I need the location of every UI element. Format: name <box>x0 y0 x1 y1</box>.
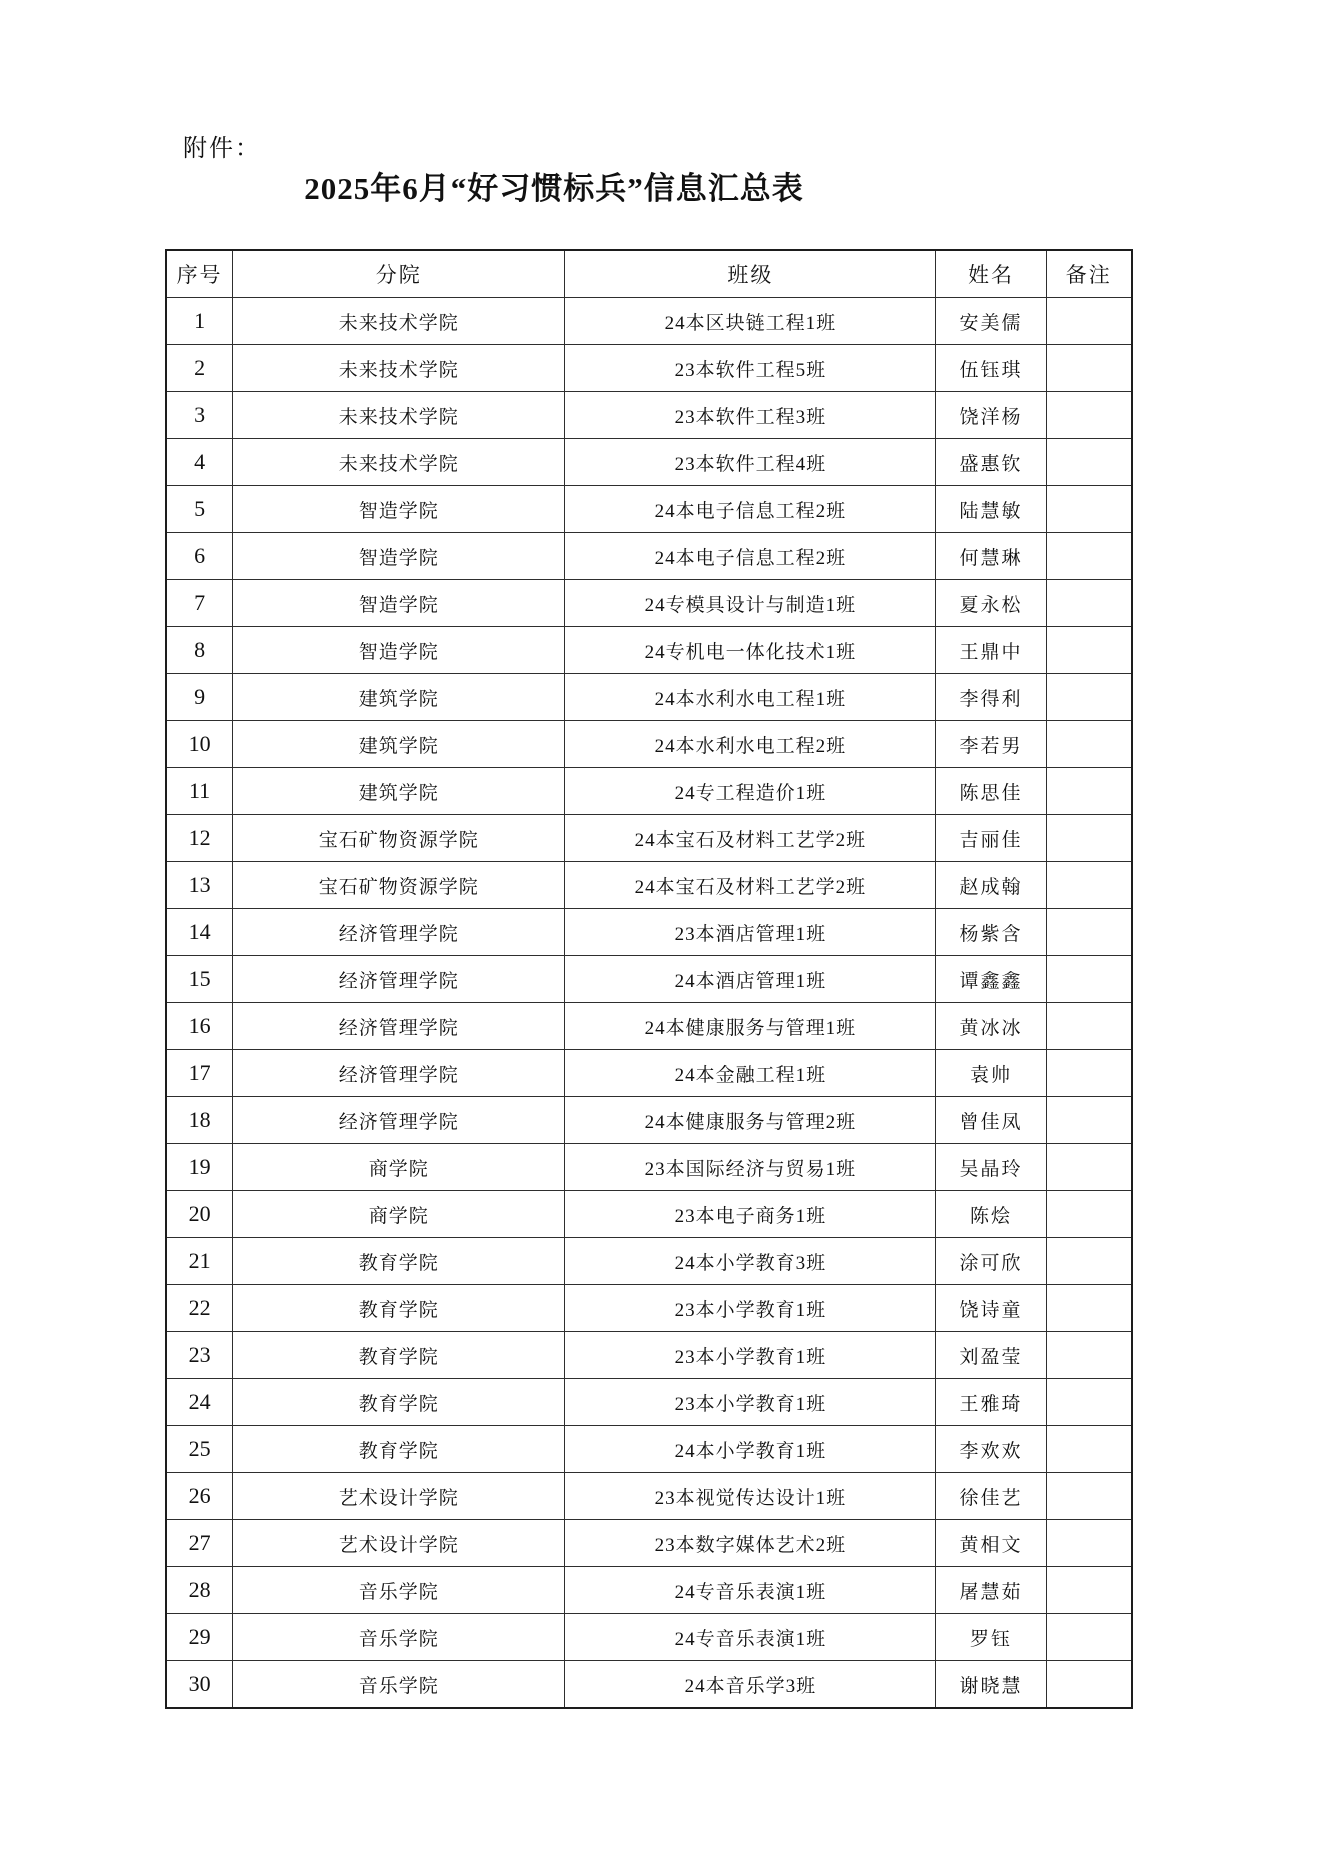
cell-remark <box>1046 862 1132 909</box>
cell-class: 24本水利水电工程2班 <box>565 721 936 768</box>
cell-remark <box>1046 298 1132 345</box>
cell-serial-number: 6 <box>166 533 233 580</box>
cell-remark <box>1046 1426 1132 1473</box>
cell-class: 24本健康服务与管理1班 <box>565 1003 936 1050</box>
cell-remark <box>1046 1332 1132 1379</box>
cell-class: 23本酒店管理1班 <box>565 909 936 956</box>
cell-serial-number: 15 <box>166 956 233 1003</box>
table-row <box>166 1050 1132 1097</box>
table-row <box>166 580 1132 627</box>
cell-class: 24专音乐表演1班 <box>565 1567 936 1614</box>
cell-remark <box>1046 1097 1132 1144</box>
table-row <box>166 1144 1132 1191</box>
cell-class: 23本视觉传达设计1班 <box>565 1473 936 1520</box>
cell-college: 经济管理学院 <box>233 909 565 956</box>
cell-name: 李若男 <box>936 721 1046 768</box>
cell-class: 24专音乐表演1班 <box>565 1614 936 1661</box>
cell-class: 24专模具设计与制造1班 <box>565 580 936 627</box>
cell-serial-number: 27 <box>166 1520 233 1567</box>
cell-class: 24本酒店管理1班 <box>565 956 936 1003</box>
cell-college: 未来技术学院 <box>233 439 565 486</box>
cell-name: 徐佳艺 <box>936 1473 1046 1520</box>
cell-college: 教育学院 <box>233 1238 565 1285</box>
attachment-label: 附件： <box>183 136 261 162</box>
cell-name: 刘盈莹 <box>936 1332 1046 1379</box>
cell-remark <box>1046 956 1132 1003</box>
cell-college: 艺术设计学院 <box>233 1520 565 1567</box>
cell-remark <box>1046 486 1132 533</box>
table-row <box>166 1003 1132 1050</box>
cell-class: 24本宝石及材料工艺学2班 <box>565 815 936 862</box>
cell-name: 王雅琦 <box>936 1379 1046 1426</box>
table-row <box>166 1661 1132 1709</box>
cell-remark <box>1046 815 1132 862</box>
cell-class: 23本小学教育1班 <box>565 1379 936 1426</box>
summary-table <box>165 249 1133 1709</box>
cell-serial-number: 20 <box>166 1191 233 1238</box>
table-row <box>166 1191 1132 1238</box>
cell-serial-number: 11 <box>166 768 233 815</box>
cell-remark <box>1046 1050 1132 1097</box>
cell-name: 李欢欢 <box>936 1426 1046 1473</box>
cell-college: 智造学院 <box>233 486 565 533</box>
cell-college: 经济管理学院 <box>233 1050 565 1097</box>
cell-class: 24专机电一体化技术1班 <box>565 627 936 674</box>
cell-name: 杨紫含 <box>936 909 1046 956</box>
cell-class: 23本软件工程3班 <box>565 392 936 439</box>
cell-remark <box>1046 1003 1132 1050</box>
cell-serial-number: 14 <box>166 909 233 956</box>
table-row <box>166 956 1132 1003</box>
cell-college: 建筑学院 <box>233 721 565 768</box>
cell-college: 经济管理学院 <box>233 1003 565 1050</box>
table-row <box>166 815 1132 862</box>
cell-class: 24本宝石及材料工艺学2班 <box>565 862 936 909</box>
table-row <box>166 1379 1132 1426</box>
cell-college: 建筑学院 <box>233 768 565 815</box>
table-row <box>166 674 1132 721</box>
cell-college: 教育学院 <box>233 1379 565 1426</box>
table-body <box>166 298 1132 1709</box>
cell-remark <box>1046 909 1132 956</box>
cell-name: 曾佳凤 <box>936 1097 1046 1144</box>
table-row <box>166 1332 1132 1379</box>
cell-name: 王鼎中 <box>936 627 1046 674</box>
table-row <box>166 1473 1132 1520</box>
cell-serial-number: 12 <box>166 815 233 862</box>
cell-class: 24本水利水电工程1班 <box>565 674 936 721</box>
cell-name: 涂可欣 <box>936 1238 1046 1285</box>
cell-class: 24本电子信息工程2班 <box>565 486 936 533</box>
cell-remark <box>1046 674 1132 721</box>
cell-serial-number: 13 <box>166 862 233 909</box>
table-row <box>166 1567 1132 1614</box>
cell-remark <box>1046 1473 1132 1520</box>
column-header-no: 序号 <box>166 250 233 298</box>
table-row <box>166 345 1132 392</box>
cell-college: 未来技术学院 <box>233 298 565 345</box>
cell-remark <box>1046 533 1132 580</box>
cell-remark <box>1046 1567 1132 1614</box>
cell-remark <box>1046 627 1132 674</box>
cell-serial-number: 5 <box>166 486 233 533</box>
column-header-name: 姓名 <box>936 250 1046 298</box>
cell-class: 24本音乐学3班 <box>565 1661 936 1709</box>
table-row <box>166 1520 1132 1567</box>
column-header-college: 分院 <box>233 250 565 298</box>
cell-name: 夏永松 <box>936 580 1046 627</box>
cell-serial-number: 2 <box>166 345 233 392</box>
cell-remark <box>1046 1614 1132 1661</box>
cell-college: 商学院 <box>233 1144 565 1191</box>
cell-name: 李得利 <box>936 674 1046 721</box>
cell-college: 教育学院 <box>233 1332 565 1379</box>
table-row <box>166 298 1132 345</box>
table-row <box>166 1238 1132 1285</box>
cell-college: 未来技术学院 <box>233 392 565 439</box>
cell-remark <box>1046 1520 1132 1567</box>
cell-name: 谢晓慧 <box>936 1661 1046 1709</box>
table-row <box>166 1426 1132 1473</box>
cell-serial-number: 26 <box>166 1473 233 1520</box>
cell-serial-number: 23 <box>166 1332 233 1379</box>
cell-class: 23本国际经济与贸易1班 <box>565 1144 936 1191</box>
cell-class: 24专工程造价1班 <box>565 768 936 815</box>
table-header-row <box>166 250 1132 298</box>
table-row <box>166 721 1132 768</box>
cell-remark <box>1046 1285 1132 1332</box>
table-row <box>166 392 1132 439</box>
cell-class: 23本小学教育1班 <box>565 1285 936 1332</box>
cell-remark <box>1046 1144 1132 1191</box>
cell-college: 建筑学院 <box>233 674 565 721</box>
cell-name: 伍钰琪 <box>936 345 1046 392</box>
table-row <box>166 533 1132 580</box>
cell-name: 陆慧敏 <box>936 486 1046 533</box>
cell-college: 经济管理学院 <box>233 1097 565 1144</box>
cell-name: 饶诗童 <box>936 1285 1046 1332</box>
cell-class: 24本金融工程1班 <box>565 1050 936 1097</box>
cell-serial-number: 10 <box>166 721 233 768</box>
table-row <box>166 768 1132 815</box>
cell-name: 黄冰冰 <box>936 1003 1046 1050</box>
cell-serial-number: 8 <box>166 627 233 674</box>
cell-class: 24本小学教育3班 <box>565 1238 936 1285</box>
cell-college: 教育学院 <box>233 1426 565 1473</box>
cell-serial-number: 7 <box>166 580 233 627</box>
table-row <box>166 1285 1132 1332</box>
cell-name: 盛惠钦 <box>936 439 1046 486</box>
table-row <box>166 439 1132 486</box>
cell-college: 宝石矿物资源学院 <box>233 815 565 862</box>
cell-class: 23本电子商务1班 <box>565 1191 936 1238</box>
column-header-remark: 备注 <box>1046 250 1132 298</box>
cell-class: 23本数字媒体艺术2班 <box>565 1520 936 1567</box>
cell-college: 宝石矿物资源学院 <box>233 862 565 909</box>
table-row <box>166 1614 1132 1661</box>
cell-serial-number: 25 <box>166 1426 233 1473</box>
cell-college: 未来技术学院 <box>233 345 565 392</box>
cell-name: 黄相文 <box>936 1520 1046 1567</box>
cell-college: 音乐学院 <box>233 1661 565 1709</box>
cell-remark <box>1046 768 1132 815</box>
cell-remark <box>1046 1379 1132 1426</box>
cell-college: 音乐学院 <box>233 1567 565 1614</box>
table-row <box>166 909 1132 956</box>
cell-name: 陈烩 <box>936 1191 1046 1238</box>
cell-college: 智造学院 <box>233 580 565 627</box>
table-row <box>166 1097 1132 1144</box>
cell-remark <box>1046 1661 1132 1709</box>
cell-name: 谭鑫鑫 <box>936 956 1046 1003</box>
cell-name: 赵成翰 <box>936 862 1046 909</box>
cell-name: 安美儒 <box>936 298 1046 345</box>
cell-college: 智造学院 <box>233 533 565 580</box>
cell-serial-number: 9 <box>166 674 233 721</box>
cell-name: 饶洋杨 <box>936 392 1046 439</box>
cell-remark <box>1046 345 1132 392</box>
cell-serial-number: 16 <box>166 1003 233 1050</box>
cell-name: 吴晶玲 <box>936 1144 1046 1191</box>
cell-class: 24本健康服务与管理2班 <box>565 1097 936 1144</box>
cell-remark <box>1046 392 1132 439</box>
cell-name: 罗钰 <box>936 1614 1046 1661</box>
column-header-class: 班级 <box>565 250 936 298</box>
cell-remark <box>1046 580 1132 627</box>
cell-serial-number: 29 <box>166 1614 233 1661</box>
cell-serial-number: 4 <box>166 439 233 486</box>
cell-remark <box>1046 1191 1132 1238</box>
cell-name: 吉丽佳 <box>936 815 1046 862</box>
cell-college: 艺术设计学院 <box>233 1473 565 1520</box>
page-title: 2025年6月“好习惯标兵”信息汇总表 <box>304 171 804 206</box>
cell-remark <box>1046 439 1132 486</box>
cell-class: 24本区块链工程1班 <box>565 298 936 345</box>
cell-name: 何慧琳 <box>936 533 1046 580</box>
table-row <box>166 627 1132 674</box>
cell-college: 经济管理学院 <box>233 956 565 1003</box>
cell-serial-number: 28 <box>166 1567 233 1614</box>
cell-name: 屠慧茹 <box>936 1567 1046 1614</box>
cell-serial-number: 1 <box>166 298 233 345</box>
cell-serial-number: 24 <box>166 1379 233 1426</box>
cell-college: 商学院 <box>233 1191 565 1238</box>
cell-class: 24本电子信息工程2班 <box>565 533 936 580</box>
cell-serial-number: 3 <box>166 392 233 439</box>
cell-remark <box>1046 721 1132 768</box>
cell-college: 音乐学院 <box>233 1614 565 1661</box>
cell-college: 教育学院 <box>233 1285 565 1332</box>
cell-name: 陈思佳 <box>936 768 1046 815</box>
table-row <box>166 486 1132 533</box>
cell-college: 智造学院 <box>233 627 565 674</box>
cell-class: 23本软件工程5班 <box>565 345 936 392</box>
cell-serial-number: 19 <box>166 1144 233 1191</box>
cell-name: 袁帅 <box>936 1050 1046 1097</box>
cell-remark <box>1046 1238 1132 1285</box>
cell-serial-number: 18 <box>166 1097 233 1144</box>
cell-serial-number: 30 <box>166 1661 233 1709</box>
cell-serial-number: 22 <box>166 1285 233 1332</box>
cell-serial-number: 21 <box>166 1238 233 1285</box>
cell-class: 23本软件工程4班 <box>565 439 936 486</box>
cell-class: 24本小学教育1班 <box>565 1426 936 1473</box>
cell-serial-number: 17 <box>166 1050 233 1097</box>
table-row <box>166 862 1132 909</box>
cell-class: 23本小学教育1班 <box>565 1332 936 1379</box>
